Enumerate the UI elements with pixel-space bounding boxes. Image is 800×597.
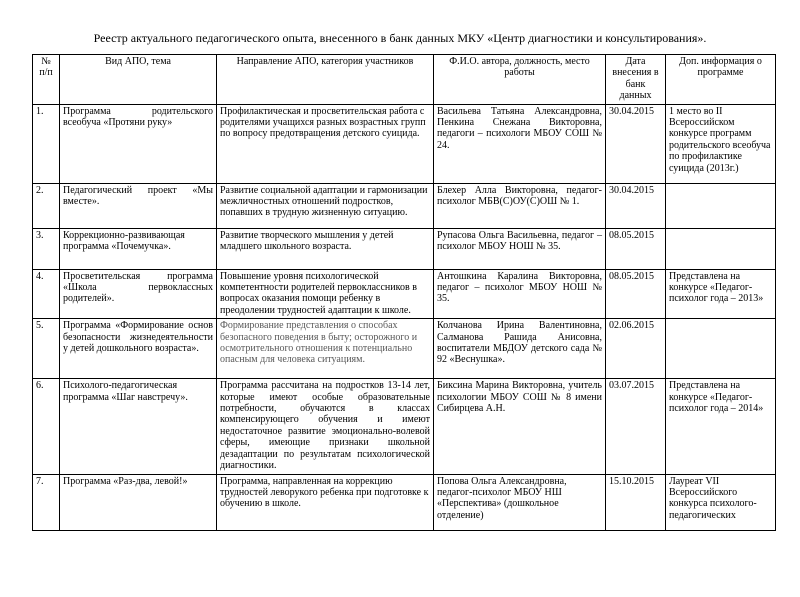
row-number-cell: 6. (33, 379, 60, 474)
apo-type-cell: Педагогический проект «Мы вместе». (60, 183, 217, 228)
table-row (33, 319, 776, 379)
table-row (33, 269, 776, 319)
header-date: Дата внесения в банк данных (606, 55, 666, 105)
apo-type-cell: Психолого-педагогическая программа «Шаг навстречу». (60, 379, 217, 474)
apo-registry-table (32, 54, 776, 531)
table-row (33, 183, 776, 228)
date-cell: 30.04.2015 (606, 104, 666, 183)
row-number-cell: 7. (33, 474, 60, 530)
row-number-cell: 2. (33, 183, 60, 228)
date-cell: 03.07.2015 (606, 379, 666, 474)
header-row (33, 55, 776, 105)
apo-type-cell: Программа родительского всеобуча «Протяни руку» (60, 104, 217, 183)
author-cell: Васильева Татьяна Александровна, Пенкина Снежана Викторовна, педагоги – психологи МБОУ СОШ № 24. (434, 104, 606, 183)
date-cell: 08.05.2015 (606, 228, 666, 269)
row-number-cell: 5. (33, 319, 60, 379)
direction-cell: Развитие социальной адаптации и гармонизации межличностных отношений подростков, попавших в трудную жизненную ситуацию. (217, 183, 434, 228)
apo-type-cell: Коррекционно-развивающая программа «Почемучка». (60, 228, 217, 269)
direction-cell: Программа рассчитана на подростков 13-14 лет, которые имеют особые образовательные потребности, обучаются в классах компенсирующего обучения и имеют недостаточное развитие эмоционально-волевой сферы, имеющие признаки школьной дезадаптации по результатам психологической диагностики. (217, 379, 434, 474)
info-cell (666, 228, 776, 269)
table-row (33, 379, 776, 474)
table-row (33, 228, 776, 269)
header-type: Вид АПО, тема (60, 55, 217, 105)
author-cell: Рупасова Ольга Васильевна, педагог – психолог МБОУ НОШ № 35. (434, 228, 606, 269)
direction-cell: Профилактическая и просветительская работа с родителями учащихся разных возрастных групп по вопросу предотвращения детского суицида. (217, 104, 434, 183)
date-cell: 02.06.2015 (606, 319, 666, 379)
header-num: № п/п (33, 55, 60, 105)
direction-cell: Повышение уровня психологической компетентности родителей первоклассников в вопросах оказания помощи ребенку в преодолении трудностей адаптации к школе. (217, 269, 434, 319)
info-cell: Представлена на конкурсе «Педагог-психолог года – 2014» (666, 379, 776, 474)
table-row (33, 104, 776, 183)
author-cell: Колчанова Ирина Валентиновна, Салманова Рашида Анисовна, воспитатели МБДОУ детского сада № 92 «Веснушка». (434, 319, 606, 379)
apo-type-cell: Программа «Формирование основ безопасности жизнедеятельности у детей дошкольного возраста». (60, 319, 217, 379)
info-cell: Лауреат VII Всероссийского конкурса психолого-педагогических (666, 474, 776, 530)
header-info: Доп. информация о программе (666, 55, 776, 105)
info-cell: 1 место во II Всероссийском конкурсе программ родительского всеобуча по профилактике суицида (2013г.) (666, 104, 776, 183)
row-number-cell: 4. (33, 269, 60, 319)
header-direction: Направление АПО, категория участников (217, 55, 434, 105)
direction-cell: Программа, направленная на коррекцию трудностей леворукого ребенка при подготовке к обучению в школе. (217, 474, 434, 530)
page-title: Реестр актуального педагогического опыта, внесенного в банк данных МКУ «Центр диагностики и консультирования». (93, 31, 707, 45)
info-cell (666, 183, 776, 228)
row-number-cell: 3. (33, 228, 60, 269)
date-cell: 30.04.2015 (606, 183, 666, 228)
author-cell: Блехер Алла Викторовна, педагог-психолог МБВ(С)ОУ(С)ОШ № 1. (434, 183, 606, 228)
info-cell: Представлена на конкурсе «Педагог-психолог года – 2013» (666, 269, 776, 319)
apo-type-cell: Просветительская программа «Школа первоклассных родителей». (60, 269, 217, 319)
date-cell: 08.05.2015 (606, 269, 666, 319)
author-cell: Антошкина Каралина Викторовна, педагог – психолог МБОУ НОШ № 35. (434, 269, 606, 319)
header-author: Ф.И.О. автора, должность, место работы (434, 55, 606, 105)
table-row (33, 474, 776, 530)
row-number-cell: 1. (33, 104, 60, 183)
direction-cell: Формирование представления о способах безопасного поведения в быту; осторожного и осмотрительного отношения к потенциально опасным для человека ситуациям. (217, 319, 434, 379)
info-cell (666, 319, 776, 379)
author-cell: Биксина Марина Викторовна, учитель психологии МБОУ СОШ № 8 имени Сибирцева А.Н. (434, 379, 606, 474)
author-cell: Попова Ольга Александровна, педагог-психолог МБОУ НШ «Перспектива» (дошкольное отделение) (434, 474, 606, 530)
apo-type-cell: Программа «Раз-два, левой!» (60, 474, 217, 530)
date-cell: 15.10.2015 (606, 474, 666, 530)
direction-cell: Развитие творческого мышления у детей младшего школьного возраста. (217, 228, 434, 269)
